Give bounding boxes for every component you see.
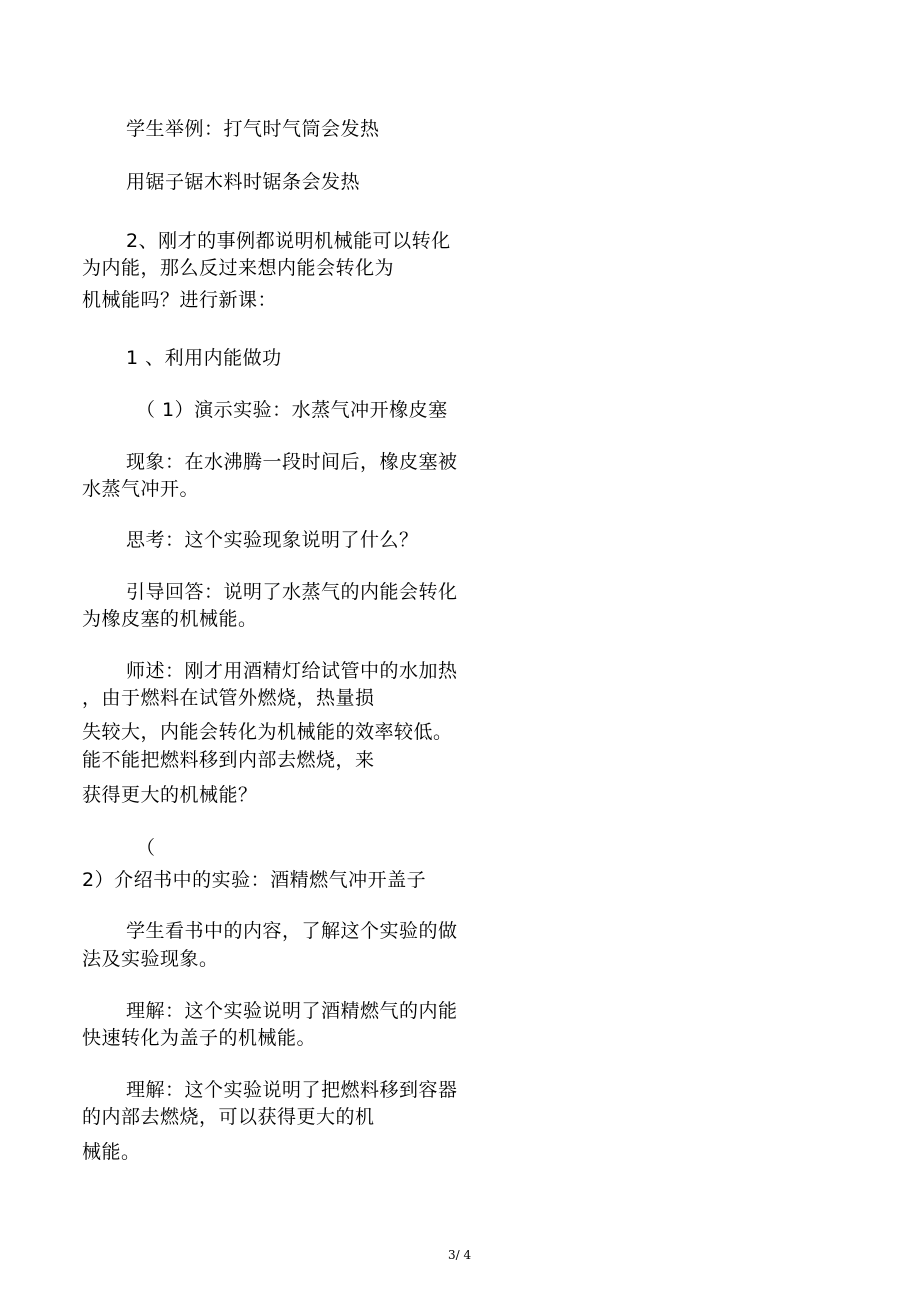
paragraph-line: 水蒸气冲开。 [82, 478, 200, 500]
subsection-heading: （ 1）演示实验：水蒸气冲开橡皮塞 [136, 399, 448, 421]
paragraph-line: 为内能，那么反过来想内能会转化为 [82, 257, 395, 279]
paragraph-line: 失较大，内能会转化为机械能的效率较低。 [82, 721, 453, 743]
paragraph-line: 的内部去燃烧，可以获得更大的机 [82, 1106, 375, 1128]
paragraph-line: 学生举例：打气时气筒会发热 [126, 118, 380, 140]
paragraph-line: 思考：这个实验现象说明了什么？ [126, 529, 419, 551]
paragraph-line: 师述：刚才用酒精灯给试管中的水加热 [126, 660, 458, 682]
subsection-heading: 2）介绍书中的实验：酒精燃气冲开盖子 [82, 869, 427, 891]
paragraph-line: 法及实验现象。 [82, 948, 219, 970]
paragraph-line: 为橡皮塞的机械能。 [82, 608, 258, 630]
subsection-heading-open-paren: （ [136, 837, 156, 859]
paragraph-line: 理解：这个实验说明了把燃料移到容器 [126, 1079, 458, 1101]
paragraph-line: 现象：在水沸腾一段时间后，橡皮塞被 [126, 451, 458, 473]
paragraph-line: 学生看书中的内容，了解这个实验的做 [126, 920, 458, 942]
page-number: 3/ 4 [448, 1248, 472, 1262]
paragraph-line: 获得更大的机械能？ [82, 784, 258, 806]
paragraph-line: 理解：这个实验说明了酒精燃气的内能 [126, 1000, 458, 1022]
paragraph-line: 2、刚才的事例都说明机械能可以转化 [126, 230, 451, 252]
paragraph-line: 械能。 [82, 1141, 141, 1163]
paragraph-line: 快速转化为盖子的机械能。 [82, 1027, 317, 1049]
paragraph-line: 引导回答：说明了水蒸气的内能会转化 [126, 581, 458, 603]
paragraph-line: 用锯子锯木料时锯条会发热 [126, 171, 361, 193]
section-heading: 1 、利用内能做功 [126, 347, 282, 369]
paragraph-line: 能不能把燃料移到内部去燃烧，来 [82, 749, 375, 771]
paragraph-line: ，由于燃料在试管外燃烧，热量损 [82, 687, 375, 709]
paragraph-line: 机械能吗？进行新课： [82, 289, 278, 311]
